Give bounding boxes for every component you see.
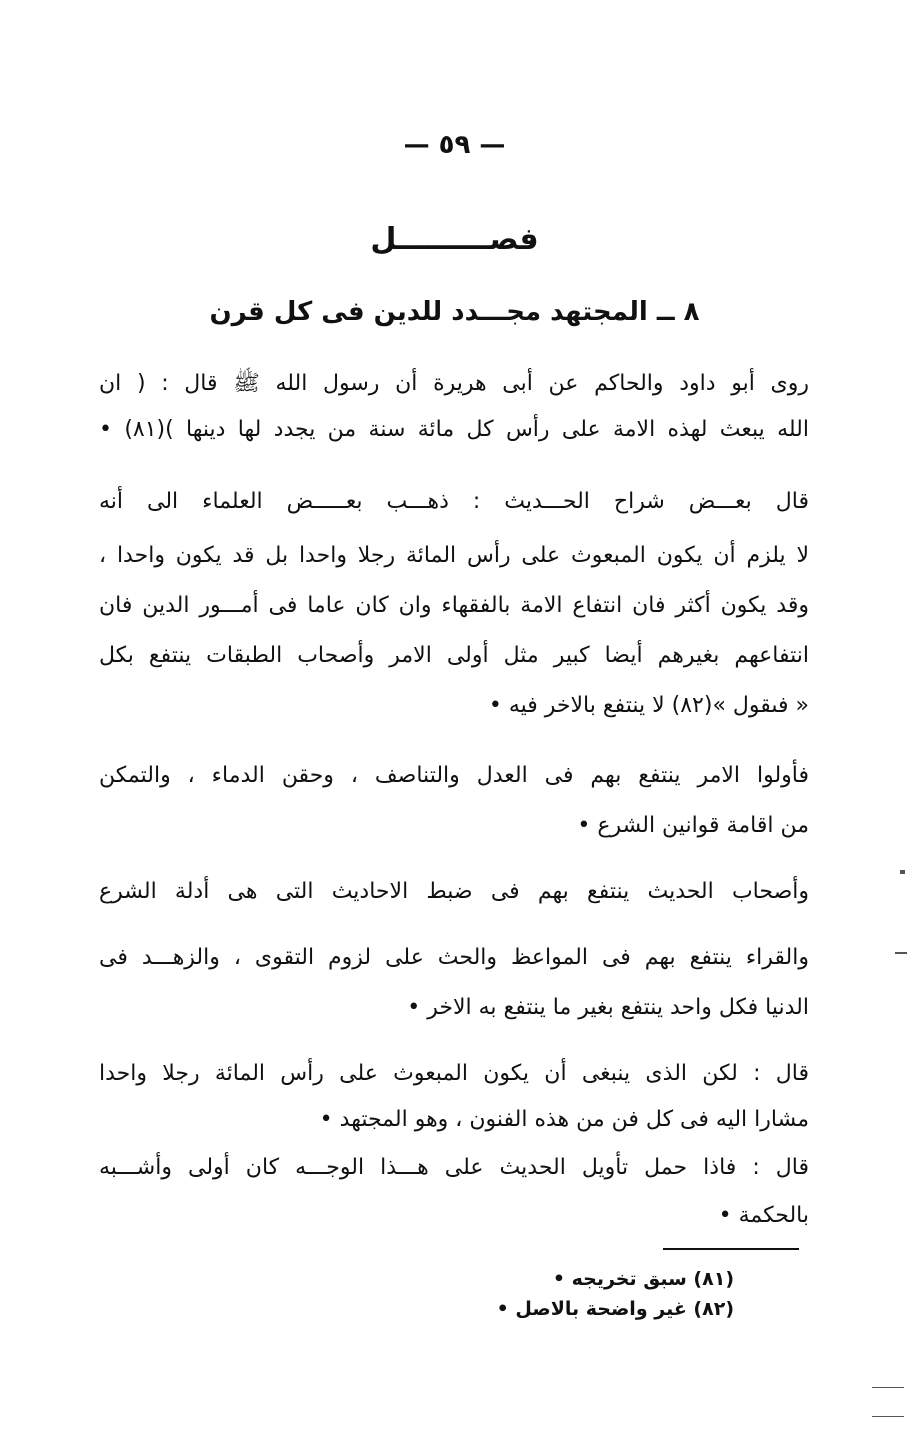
body-line: الدنيا فكل واحد ينتفع بغير ما ينتفع به الاخر •: [407, 995, 809, 1020]
chapter-heading: ٨ ــ المجتهد مجـــدد للدين فى كل قرن: [209, 297, 700, 327]
footnote-separator: [663, 1248, 799, 1250]
body-line: « فىقول »(٨٢) لا ينتفع بالاخر فيه •: [488, 693, 809, 718]
scan-mark: [900, 870, 905, 874]
body-line: قال : لكن الذى ينبغى أن يكون المبعوث على رأس المائة رجلا واحدا: [99, 1061, 809, 1086]
body-line: مشارا اليه فى كل فن من هذه الفنون ، وهو المجتهد •: [319, 1107, 809, 1132]
footnote: (٨٢) غير واضحة بالاصل •: [496, 1298, 734, 1320]
body-line: لا يلزم أن يكون المبعوث على رأس المائة رجلا واحدا بل قد يكون واحدا ،: [99, 543, 809, 568]
body-line: بالحكمة •: [718, 1203, 809, 1228]
body-line: روى أبو داود والحاكم عن أبى هريرة أن رسول الله ﷺ قال : ( ان: [99, 371, 809, 396]
body-line: من اقامة قوانين الشرع •: [577, 813, 809, 838]
body-line: فأولوا الامر ينتفع بهم فى العدل والتناصف ، وحقن الدماء ، والتمكن: [99, 763, 809, 788]
body-line: والقراء ينتفع بهم فى المواعظ والحث على لزوم التقوى ، والزهـــد فى: [99, 945, 809, 970]
scan-mark: [872, 1387, 904, 1388]
scan-mark: [895, 952, 907, 954]
body-line: انتفاعهم بغيرهم أيضا كبير مثل أولى الامر وأصحاب الطبقات ينتفع بكل: [99, 643, 809, 668]
body-line: وأصحاب الحديث ينتفع بهم فى ضبط الاحاديث التى هى أدلة الشرع: [99, 879, 809, 904]
body-line: قال بعـــض شراح الحـــديث : ذهـــب بعـــــض العلماء الى أنه: [99, 489, 809, 514]
body-line: الله يبعث لهذه الامة على رأس كل مائة سنة من يجدد لها دينها )(٨١) •: [99, 417, 810, 442]
page-number: — ٥٩ —: [403, 130, 506, 160]
body-line: وقد يكون أكثر فان انتفاع الامة بالفقهاء وان كان عاما فى أمـــور الدين فان: [99, 593, 809, 618]
scan-mark: [872, 1416, 904, 1417]
body-line: قال : فاذا حمل تأويل الحديث على هـــذا الوجـــه كان أولى وأشـــبه: [99, 1155, 809, 1180]
section-title: فصـــــــــل: [370, 222, 539, 257]
footnote: (٨١) سبق تخريجه •: [552, 1268, 734, 1290]
